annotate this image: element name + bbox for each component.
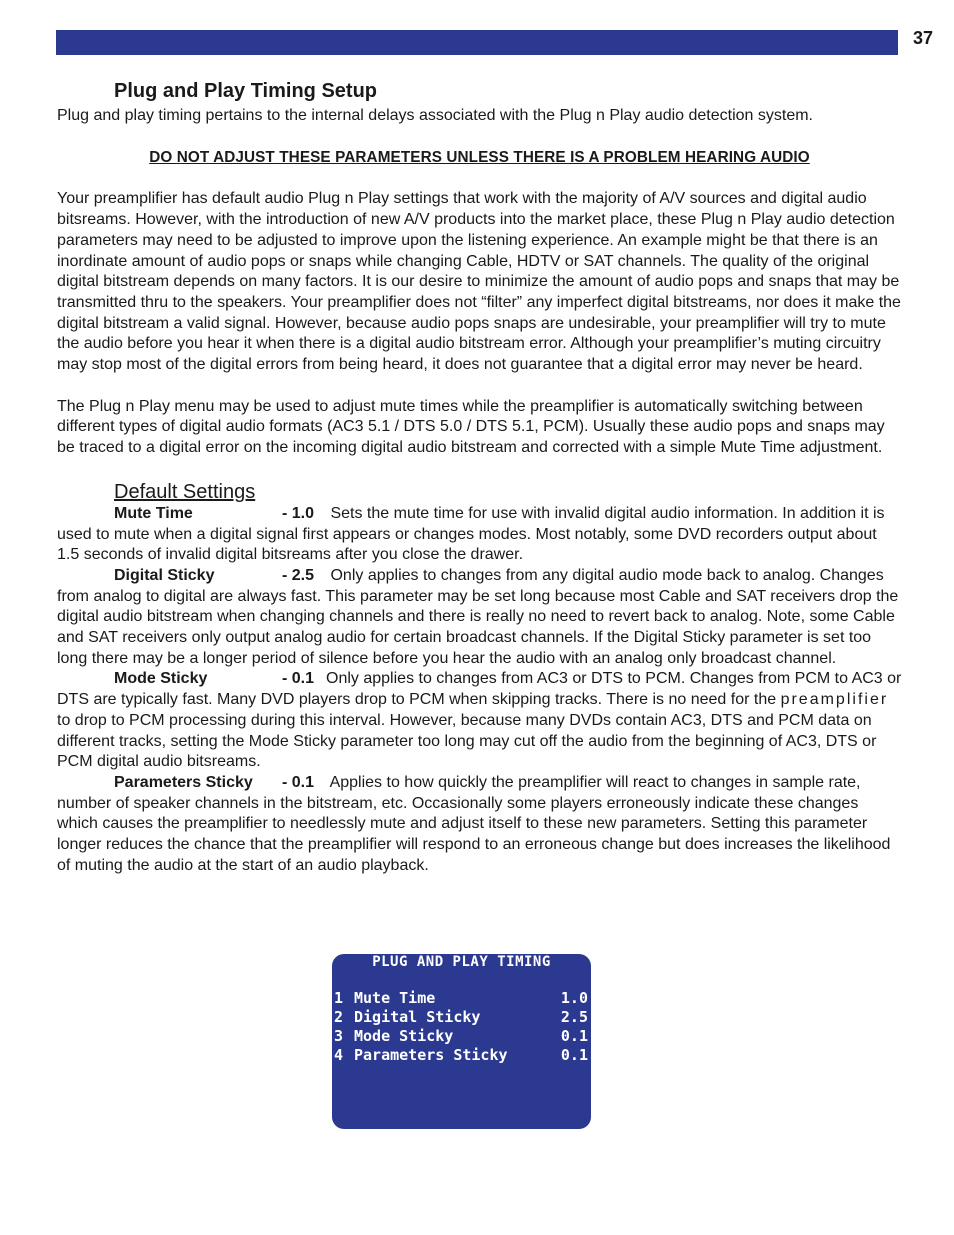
- setting-value: - 0.1: [282, 670, 315, 688]
- setting-value: - 2.5: [282, 566, 315, 584]
- setting-digital-sticky: [57, 566, 902, 670]
- setting-value: - 1.0: [282, 504, 315, 522]
- page-number: 37: [913, 28, 934, 48]
- osd-item-value: 0.1: [560, 1046, 588, 1064]
- osd-item-number: 3: [334, 1027, 344, 1045]
- osd-menu-item: [334, 1027, 588, 1046]
- osd-item-value: 0.1: [560, 1027, 588, 1045]
- osd-item-label: Mode Sticky: [354, 1027, 454, 1045]
- osd-menu-item: [334, 1008, 588, 1027]
- setting-name: Mode Sticky: [114, 670, 208, 688]
- intro-paragraph: Plug and play timing pertains to the internal delays associated with the Plug n Play audio detection system.: [57, 107, 813, 124]
- osd-item-number: 4: [334, 1046, 344, 1064]
- setting-description: Only applies to changes from any digital audio mode back to analog. Changes from analog to digital are always fast. This parameter may be set long because most Cable and SAT receivers drop the digital audio bitstream when changing channels and there is really no need to revert back to analog. Note, some Cable and SAT receivers only output analog audio for certain broadcast channels. If the Digital Sticky parameter is set too long there may be a longer period of silence before you hear the audio with an analog only broadcast channel.: [57, 566, 899, 667]
- section-title: Plug and Play Timing Setup: [114, 80, 377, 102]
- setting-parameters-sticky: [57, 773, 902, 877]
- osd-menu-item: [334, 1046, 588, 1065]
- setting-description-tail: to drop to PCM processing during this interval. However, because many DVDs contain AC3, DTS and PCM data on different tracks, setting the Mode Sticky parameter too long may cut off the audio from the beginning of AC3, DTS or PCM digital audio bitsreams.: [57, 711, 877, 771]
- osd-item-value: 1.0: [560, 989, 588, 1007]
- osd-item-number: 2: [334, 1008, 344, 1026]
- setting-name: Mute Time: [114, 504, 193, 522]
- header-bar: [56, 30, 898, 55]
- osd-menu-screen: [332, 954, 591, 1129]
- osd-menu-list: [334, 989, 588, 1065]
- body-paragraph-2: The Plug n Play menu may be used to adjust mute times while the preamplifier is automatically switching between different types of digital audio formats (AC3 5.1 / DTS 5.0 / DTS 5.1, PCM). Usually these audio pops and snaps may be traced to a digital error on the incoming digital audio bitstream and corrected with a simple Mute Time adjustment.: [57, 397, 885, 457]
- setting-mode-sticky: [57, 669, 902, 773]
- osd-item-number: 1: [334, 989, 344, 1007]
- body-paragraph-1: Your preamplifier has default audio Plug n Play settings that work with the majority of A/V sources and digital audio bitsreams. However, with the introduction of new A/V products into the market place, these Plug n Play audio detection parameters may need to be adjusted to improve upon the listening experience. An example might be that there is an inordinate amount of audio pops or snaps while changing Cable, HDTV or SAT channels. The quality of the original digital bitstream depends on many factors. It is our desire to minimize the amount of audio pops and snaps that may be transmitted thru to the speakers. Your preamplifier does not “filter” any imperfect digital bitstreams, nor does it make the digital bitstream a valid signal. However, because audio pops snaps are undesirable, your preamplifier will try to mute the audio before you hear it when there is a digital audio bitstream error. Although your preamplifier’s muting circuitry may stop most of the digital errors from being heard, it does not guarantee that a digital error may never be heard.: [57, 190, 901, 374]
- osd-title: PLUG AND PLAY TIMING: [372, 954, 551, 970]
- osd-item-label: Mute Time: [354, 989, 436, 1007]
- setting-name: Digital Sticky: [114, 566, 215, 584]
- default-settings-title: Default Settings: [114, 480, 256, 503]
- setting-value: - 0.1: [282, 773, 315, 791]
- osd-item-label: Digital Sticky: [354, 1008, 481, 1026]
- main-content: [57, 106, 902, 877]
- setting-name: Parameters Sticky: [114, 773, 253, 791]
- setting-description: Only applies to changes from AC3 or DTS to PCM. Changes from PCM to AC3 or DTS are typically fast. Many DVD players drop to PCM when skipping tracks. There is no need for the: [57, 670, 902, 709]
- osd-item-label: Parameters Sticky: [354, 1046, 508, 1064]
- setting-description-spaced: preamplifier: [780, 691, 889, 709]
- setting-mute-time: [57, 504, 902, 566]
- osd-menu-item: [334, 989, 588, 1008]
- setting-description: Applies to how quickly the preamplifier will react to changes in sample rate, number of speaker channels in the bitstream, etc. Occasionally some players erroneously indicate these changes which causes the preamplifier to needlessly mute and adjust itself to these new parameters. Setting this parameter longer reduces the chance that the preamplifier will respond to an erroneous change but does increases the likelihood of muting the audio at the start of an audio playback.: [57, 773, 891, 874]
- default-settings-heading: [114, 480, 902, 504]
- setting-description: Sets the mute time for use with invalid digital audio information. In addition it is used to mute when a digital signal first appears or changes modes. Most notably, some DVD recorders output about 1.5 seconds of invalid digital bitsreams after you close the drawer.: [57, 504, 885, 564]
- osd-item-value: 2.5: [560, 1008, 588, 1026]
- warning-notice: DO NOT ADJUST THESE PARAMETERS UNLESS THERE IS A PROBLEM HEARING AUDIO: [149, 148, 810, 166]
